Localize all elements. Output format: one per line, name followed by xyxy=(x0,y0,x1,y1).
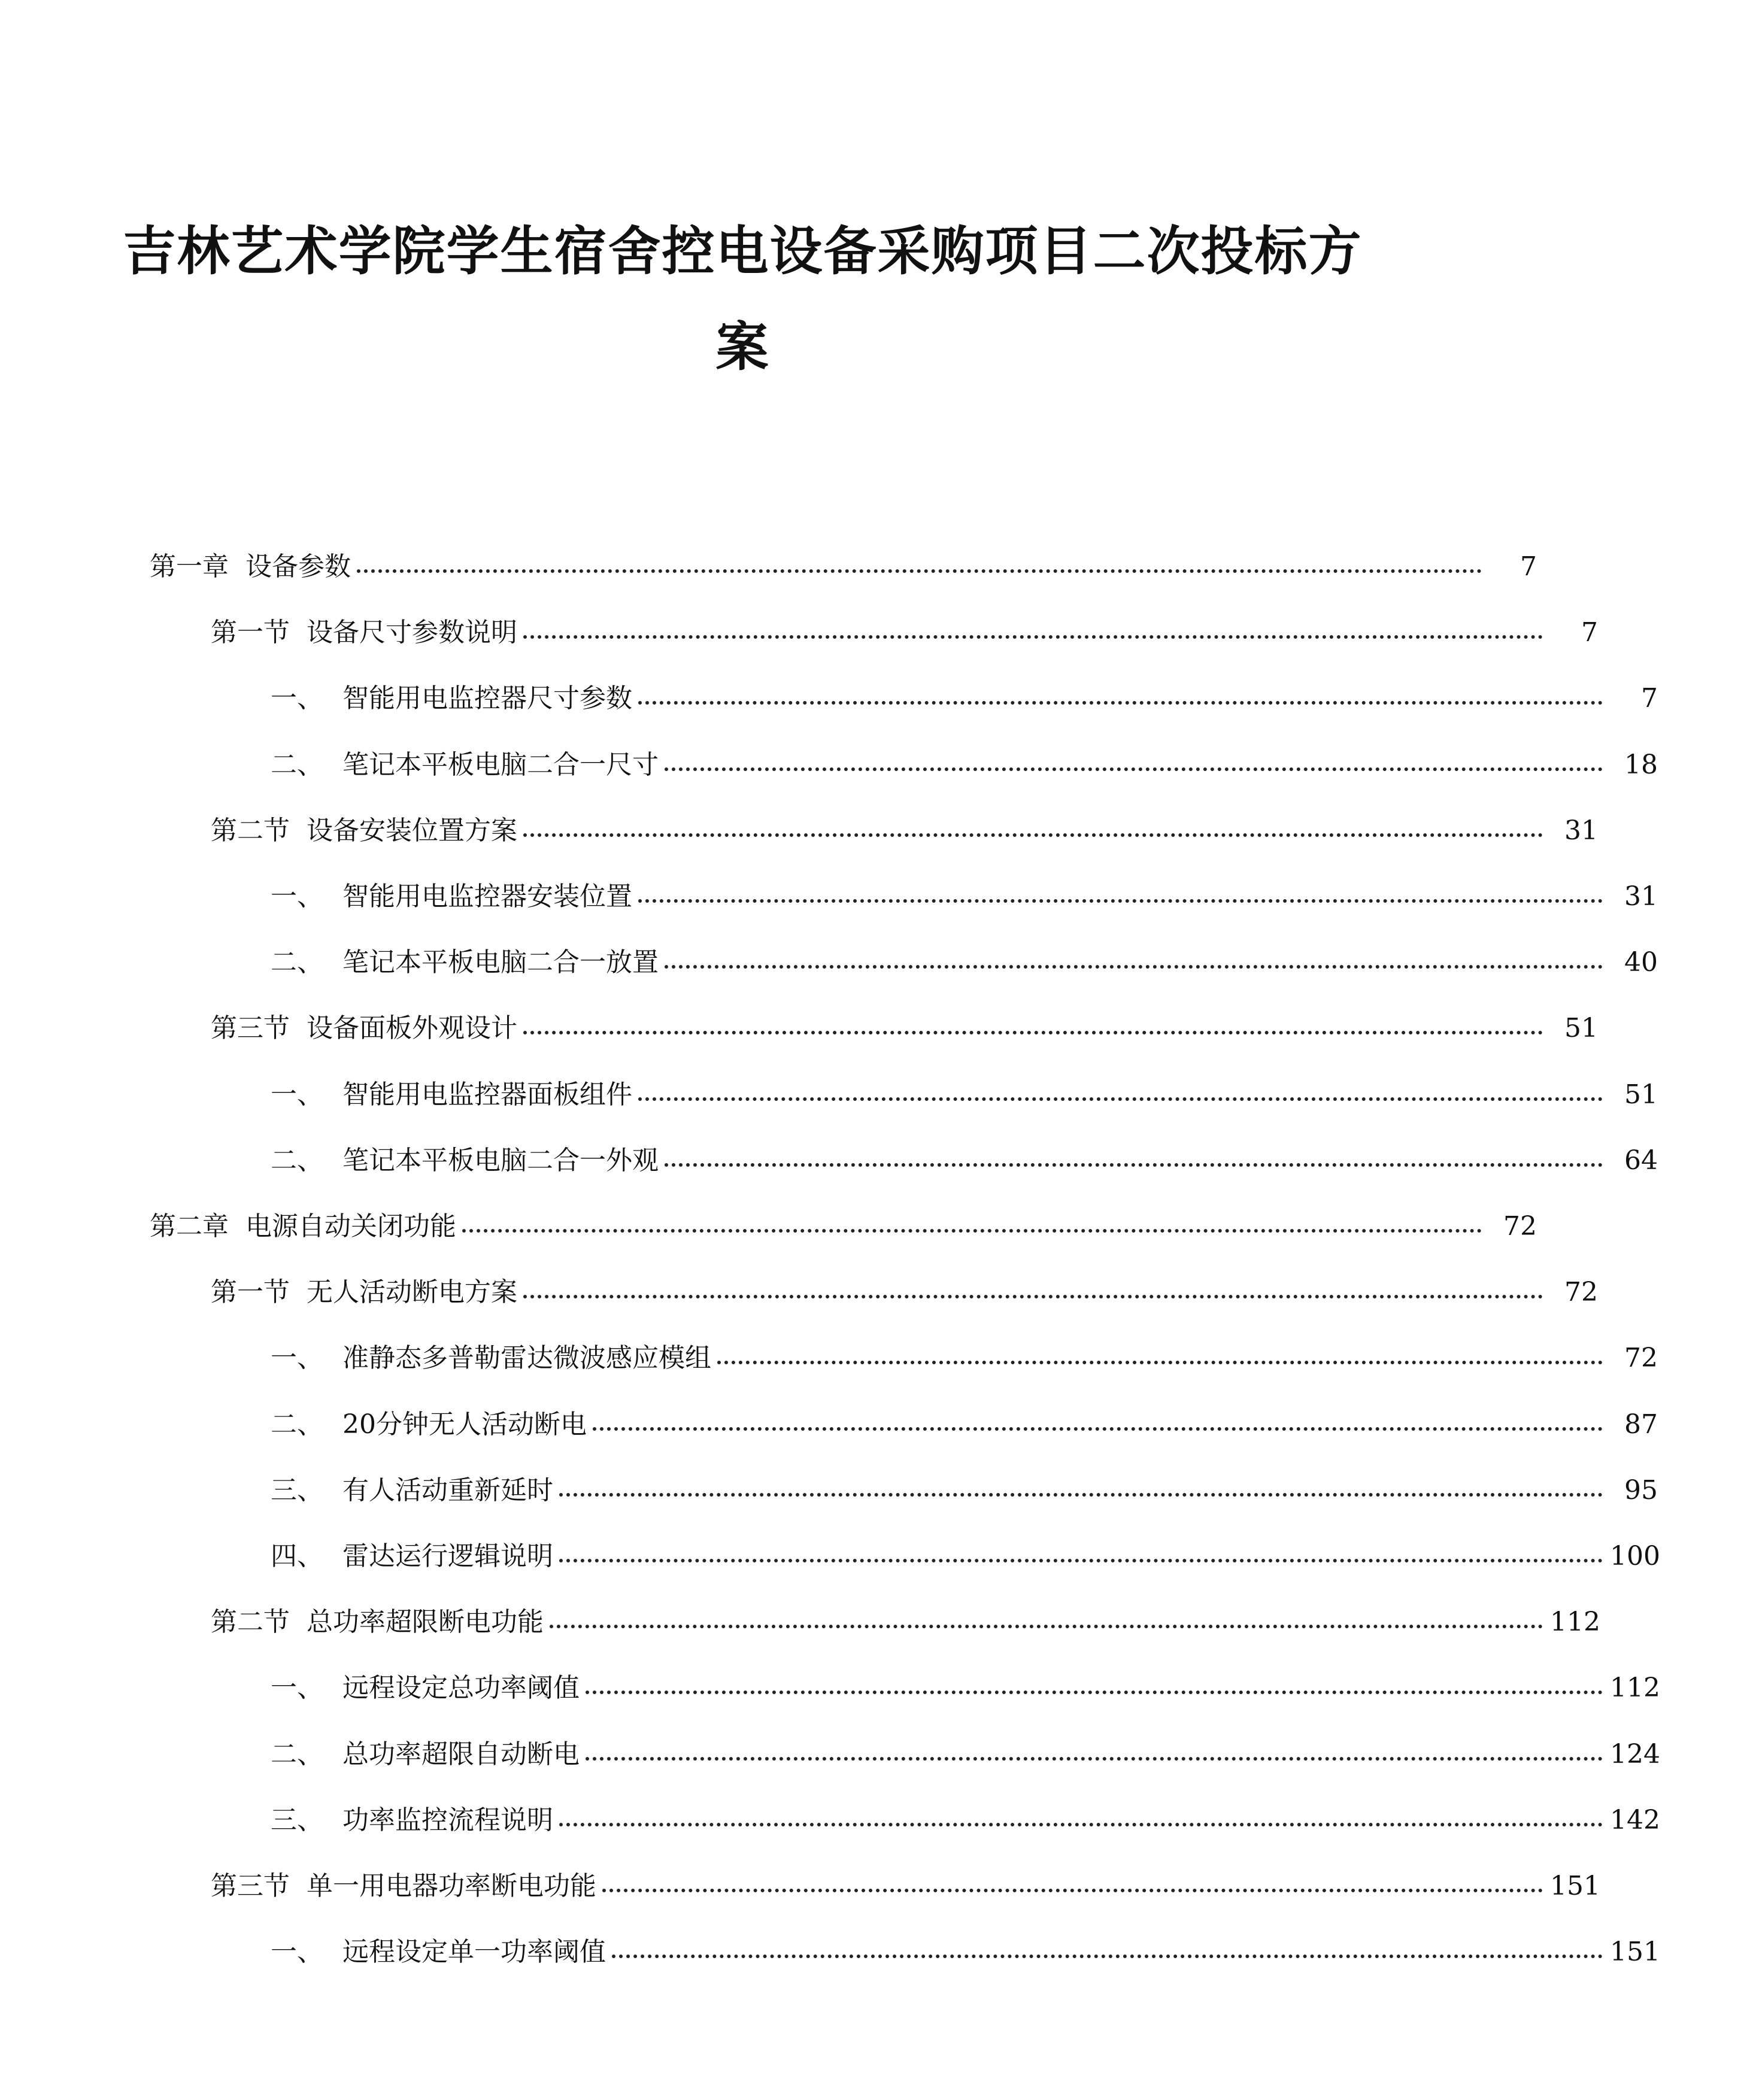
toc-entry-page-number: 31 xyxy=(1624,881,1658,912)
toc-entry-number: 第三节 xyxy=(211,1871,290,1901)
toc-entry-title: 无人活动断电方案 xyxy=(307,1277,517,1307)
toc-entry-title: 设备安装位置方案 xyxy=(307,815,517,846)
toc-dot-leader xyxy=(550,1625,1543,1628)
toc-entry[interactable] xyxy=(0,1333,1756,1375)
toc-entry-number: 二、 xyxy=(271,947,323,978)
toc-entry[interactable] xyxy=(0,1663,1756,1705)
toc-entry-number: 第一节 xyxy=(211,1277,290,1307)
toc-entry-number: 一、 xyxy=(271,683,323,714)
page-title-line-2: 案 xyxy=(715,316,770,378)
toc-entry-page-number: 40 xyxy=(1624,947,1658,978)
toc-dot-leader xyxy=(357,569,1482,573)
toc-entry-page-number: 51 xyxy=(1564,1013,1598,1043)
toc-entry-title: 智能用电监控器面板组件 xyxy=(342,1079,632,1110)
toc-entry-number: 第二章 xyxy=(150,1211,229,1242)
toc-entry-title: 设备参数 xyxy=(245,551,351,582)
toc-entry-page-number: 151 xyxy=(1550,1871,1600,1901)
toc-entry-page-number: 112 xyxy=(1610,1673,1660,1703)
toc-entry-page-number: 151 xyxy=(1610,1937,1660,1967)
toc-entry-title: 笔记本平板电脑二合一外观 xyxy=(342,1145,659,1176)
toc-entry-number: 二、 xyxy=(271,749,323,780)
toc-entry-title: 设备尺寸参数说明 xyxy=(307,617,517,648)
toc-dot-leader xyxy=(638,701,1603,705)
toc-entry-page-number: 7 xyxy=(1641,683,1658,714)
toc-entry-title: 功率监控流程说明 xyxy=(342,1805,553,1835)
toc-entry-page-number: 72 xyxy=(1624,1343,1658,1373)
toc-entry[interactable] xyxy=(0,937,1756,979)
toc-entry[interactable] xyxy=(0,740,1756,782)
toc-entry[interactable] xyxy=(0,1201,1635,1243)
page-title-line-1: 吉林艺术学院学生宿舍控电设备采购项目二次投标方 xyxy=(123,220,1363,282)
toc-entry-title: 20分钟无人活动断电 xyxy=(342,1409,587,1440)
toc-entry-number: 二、 xyxy=(271,1409,323,1440)
toc-dot-leader xyxy=(559,1559,1603,1562)
toc-entry-title: 远程设定总功率阈值 xyxy=(342,1673,580,1703)
toc-dot-leader xyxy=(559,1823,1603,1826)
toc-entry-title: 笔记本平板电脑二合一尺寸 xyxy=(342,749,659,780)
toc-entry-number: 第二节 xyxy=(211,815,290,846)
toc-entry[interactable] xyxy=(0,1267,1696,1309)
toc-entry[interactable] xyxy=(0,1531,1756,1573)
page-title xyxy=(102,204,1384,395)
toc-dot-leader xyxy=(665,1163,1603,1167)
toc-entry[interactable] xyxy=(0,1795,1756,1837)
toc-entry-page-number: 100 xyxy=(1610,1541,1660,1571)
toc-dot-leader xyxy=(717,1361,1603,1364)
toc-dot-leader xyxy=(523,635,1543,639)
toc-entry[interactable] xyxy=(0,608,1696,650)
toc-entry-title: 智能用电监控器尺寸参数 xyxy=(342,683,632,714)
toc-entry-title: 单一用电器功率断电功能 xyxy=(307,1871,596,1901)
toc-dot-leader xyxy=(462,1229,1482,1233)
toc-entry[interactable] xyxy=(0,1729,1756,1771)
toc-entry-number: 二、 xyxy=(271,1145,323,1176)
toc-dot-leader xyxy=(523,1295,1543,1298)
toc-entry-title: 智能用电监控器安装位置 xyxy=(342,881,632,912)
toc-dot-leader xyxy=(602,1889,1543,1892)
toc-entry-title: 远程设定单一功率阈值 xyxy=(342,1937,606,1967)
toc-entry[interactable] xyxy=(0,1861,1696,1903)
toc-entry-page-number: 72 xyxy=(1503,1211,1537,1242)
toc-entry[interactable] xyxy=(0,1927,1756,1969)
toc-entry-page-number: 124 xyxy=(1610,1739,1660,1770)
toc-entry-title: 笔记本平板电脑二合一放置 xyxy=(342,947,659,978)
toc-entry[interactable] xyxy=(0,1400,1756,1442)
toc-dot-leader xyxy=(638,899,1603,903)
toc-dot-leader xyxy=(593,1427,1603,1431)
toc-entry-page-number: 18 xyxy=(1624,749,1658,780)
toc-dot-leader xyxy=(638,1097,1603,1101)
toc-entry-number: 二、 xyxy=(271,1739,323,1770)
toc-entry-title: 总功率超限断电功能 xyxy=(307,1607,544,1637)
toc-dot-leader xyxy=(586,1757,1603,1761)
toc-entry-number: 三、 xyxy=(271,1805,323,1835)
toc-entry[interactable] xyxy=(0,542,1635,584)
toc-entry-page-number: 95 xyxy=(1624,1475,1658,1506)
toc-entry-page-number: 7 xyxy=(1581,617,1598,648)
toc-entry[interactable] xyxy=(0,673,1756,715)
toc-dot-leader xyxy=(665,965,1603,969)
toc-entry-title: 设备面板外观设计 xyxy=(307,1013,517,1043)
toc-entry-number: 一、 xyxy=(271,1673,323,1703)
toc-entry-number: 三、 xyxy=(271,1475,323,1506)
toc-entry[interactable] xyxy=(0,806,1696,848)
toc-entry-page-number: 64 xyxy=(1624,1145,1658,1176)
toc-entry-page-number: 7 xyxy=(1520,551,1537,582)
toc-dot-leader xyxy=(523,833,1543,837)
toc-entry-number: 一、 xyxy=(271,1079,323,1110)
toc-entry-title: 雷达运行逻辑说明 xyxy=(342,1541,553,1571)
toc-entry-title: 电源自动关闭功能 xyxy=(245,1211,456,1242)
toc-entry[interactable] xyxy=(0,1597,1696,1639)
toc-entry-page-number: 31 xyxy=(1564,815,1598,846)
toc-dot-leader xyxy=(523,1031,1543,1034)
toc-entry-page-number: 72 xyxy=(1564,1277,1598,1307)
toc-entry[interactable] xyxy=(0,1136,1756,1178)
toc-dot-leader xyxy=(559,1493,1603,1497)
toc-entry-page-number: 51 xyxy=(1624,1079,1658,1110)
toc-entry-number: 第三节 xyxy=(211,1013,290,1043)
toc-entry-number: 第一节 xyxy=(211,617,290,648)
toc-entry-number: 四、 xyxy=(271,1541,323,1571)
toc-entry[interactable] xyxy=(0,872,1756,914)
toc-dot-leader xyxy=(586,1691,1603,1694)
toc-entry-number: 一、 xyxy=(271,1937,323,1967)
toc-entry-title: 有人活动重新延时 xyxy=(342,1475,553,1506)
toc-entry[interactable] xyxy=(0,1070,1756,1112)
toc-entry-number: 第二节 xyxy=(211,1607,290,1637)
toc-dot-leader xyxy=(665,767,1603,771)
toc-dot-leader xyxy=(612,1955,1603,1958)
toc-entry-page-number: 142 xyxy=(1610,1805,1660,1835)
toc-entry-page-number: 87 xyxy=(1624,1409,1658,1440)
toc-entry-title: 准静态多普勒雷达微波感应模组 xyxy=(342,1343,711,1373)
toc-entry[interactable] xyxy=(0,1003,1696,1045)
toc-entry-title: 总功率超限自动断电 xyxy=(342,1739,580,1770)
toc-entry-number: 一、 xyxy=(271,1343,323,1373)
toc-entry[interactable] xyxy=(0,1465,1756,1507)
toc-entry-number: 一、 xyxy=(271,881,323,912)
toc-entry-number: 第一章 xyxy=(150,551,229,582)
toc-entry-page-number: 112 xyxy=(1550,1607,1600,1637)
